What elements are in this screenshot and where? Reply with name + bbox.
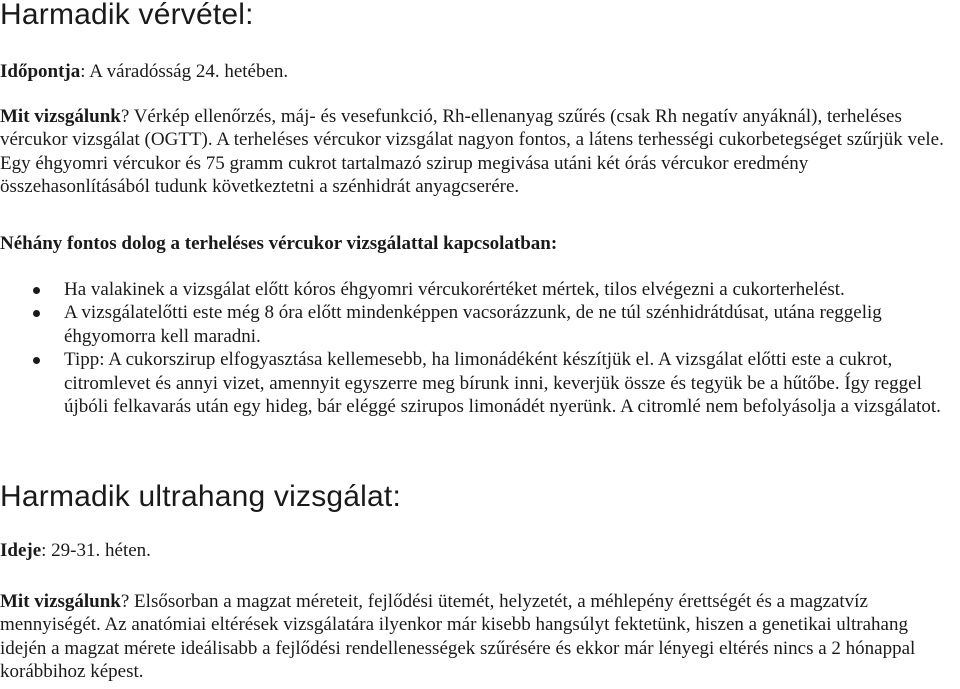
list-item-text: Tipp: A cukorszirup elfogyasztása kellemesebb, ha limonádéként készítjük el. A vizsgálat előtti este a cukrot, citromlevet és annyi vizet, amennyit egyszerre meg bírunk inni, keverjük össze és tegyük be a hűtőbe. Így reggel újbóli felkavarás után egy hideg, bár eléggé szirupos limonádét nyerünk. A citromlé nem befolyásolja a vizsgálatot. bbox=[64, 349, 941, 418]
timing-value: : A váradósság 24. hetében. bbox=[80, 61, 289, 82]
what-we-examine-label: Mit vizsgálunk bbox=[0, 106, 121, 127]
timing-label: Időpontja bbox=[0, 61, 81, 82]
ultrasound-what-we-examine-text: ? Elsősorban a magzat méreteit, fejlődési ütemét, helyzetét, a méhlepény érettségét és a magzatvíz mennyiségét. Az anatómiai eltérések vizsgálatára ilyenkor már kisebb hangsúlyt fektetünk, hiszen a genetikai ultrahang idején a magzat mérete ideálisabb a fejlődési rendellenességek szűrésére és ekkor már lényegi eltérés nincs a 2 hónappal korábbihoz képest. bbox=[0, 591, 916, 683]
ultrasound-what-we-examine-paragraph bbox=[0, 590, 955, 684]
bullet-icon bbox=[33, 287, 40, 294]
section-title-third-blood-test: Harmadik vérvétel: bbox=[0, 0, 254, 31]
list-item bbox=[0, 301, 955, 348]
list-item-text: Ha valakinek a vizsgálat előtt kóros éhgyomri vércukorértéket mértek, tilos elvégezni a cukorterhelést. bbox=[64, 279, 845, 300]
bullet-icon bbox=[33, 310, 40, 317]
what-we-examine-paragraph bbox=[0, 105, 955, 199]
ultrasound-what-we-examine-label: Mit vizsgálunk bbox=[0, 591, 121, 612]
important-notes-list bbox=[0, 278, 955, 418]
section-title-third-ultrasound: Harmadik ultrahang vizsgálat: bbox=[0, 480, 401, 513]
timing-line bbox=[0, 60, 955, 83]
ultrasound-timing-value: : 29-31. héten. bbox=[41, 540, 151, 561]
list-item bbox=[0, 348, 955, 418]
list-item bbox=[0, 278, 955, 301]
bullet-icon bbox=[33, 357, 40, 364]
important-notes-heading: Néhány fontos dolog a terheléses vércukor vizsgálattal kapcsolatban: bbox=[0, 233, 558, 254]
what-we-examine-text: ? Vérkép ellenőrzés, máj- és vesefunkció, Rh-ellenanyag szűrés (csak Rh negatív anyáknál), terheléses vércukor vizsgálat (OGTT). A terheléses vércukor vizsgálat nagyon fontos, a látens terhességi cukorbetegséget szűrjük vele. Egy éhgyomri vércukor és 75 gramm cukrot tartalmazó szirup megivása utáni két órás vércukor eredmény összehasonlításából tudunk következtetni a szénhidrát anyagcserére. bbox=[0, 106, 944, 198]
ultrasound-timing-line bbox=[0, 539, 955, 562]
list-item-text: A vizsgálatelőtti este még 8 óra előtt mindenképpen vacsorázzunk, de ne túl szénhidrátdúsat, utána reggelig éhgyomorra kell maradni. bbox=[64, 302, 882, 347]
ultrasound-timing-label: Ideje bbox=[0, 540, 42, 561]
